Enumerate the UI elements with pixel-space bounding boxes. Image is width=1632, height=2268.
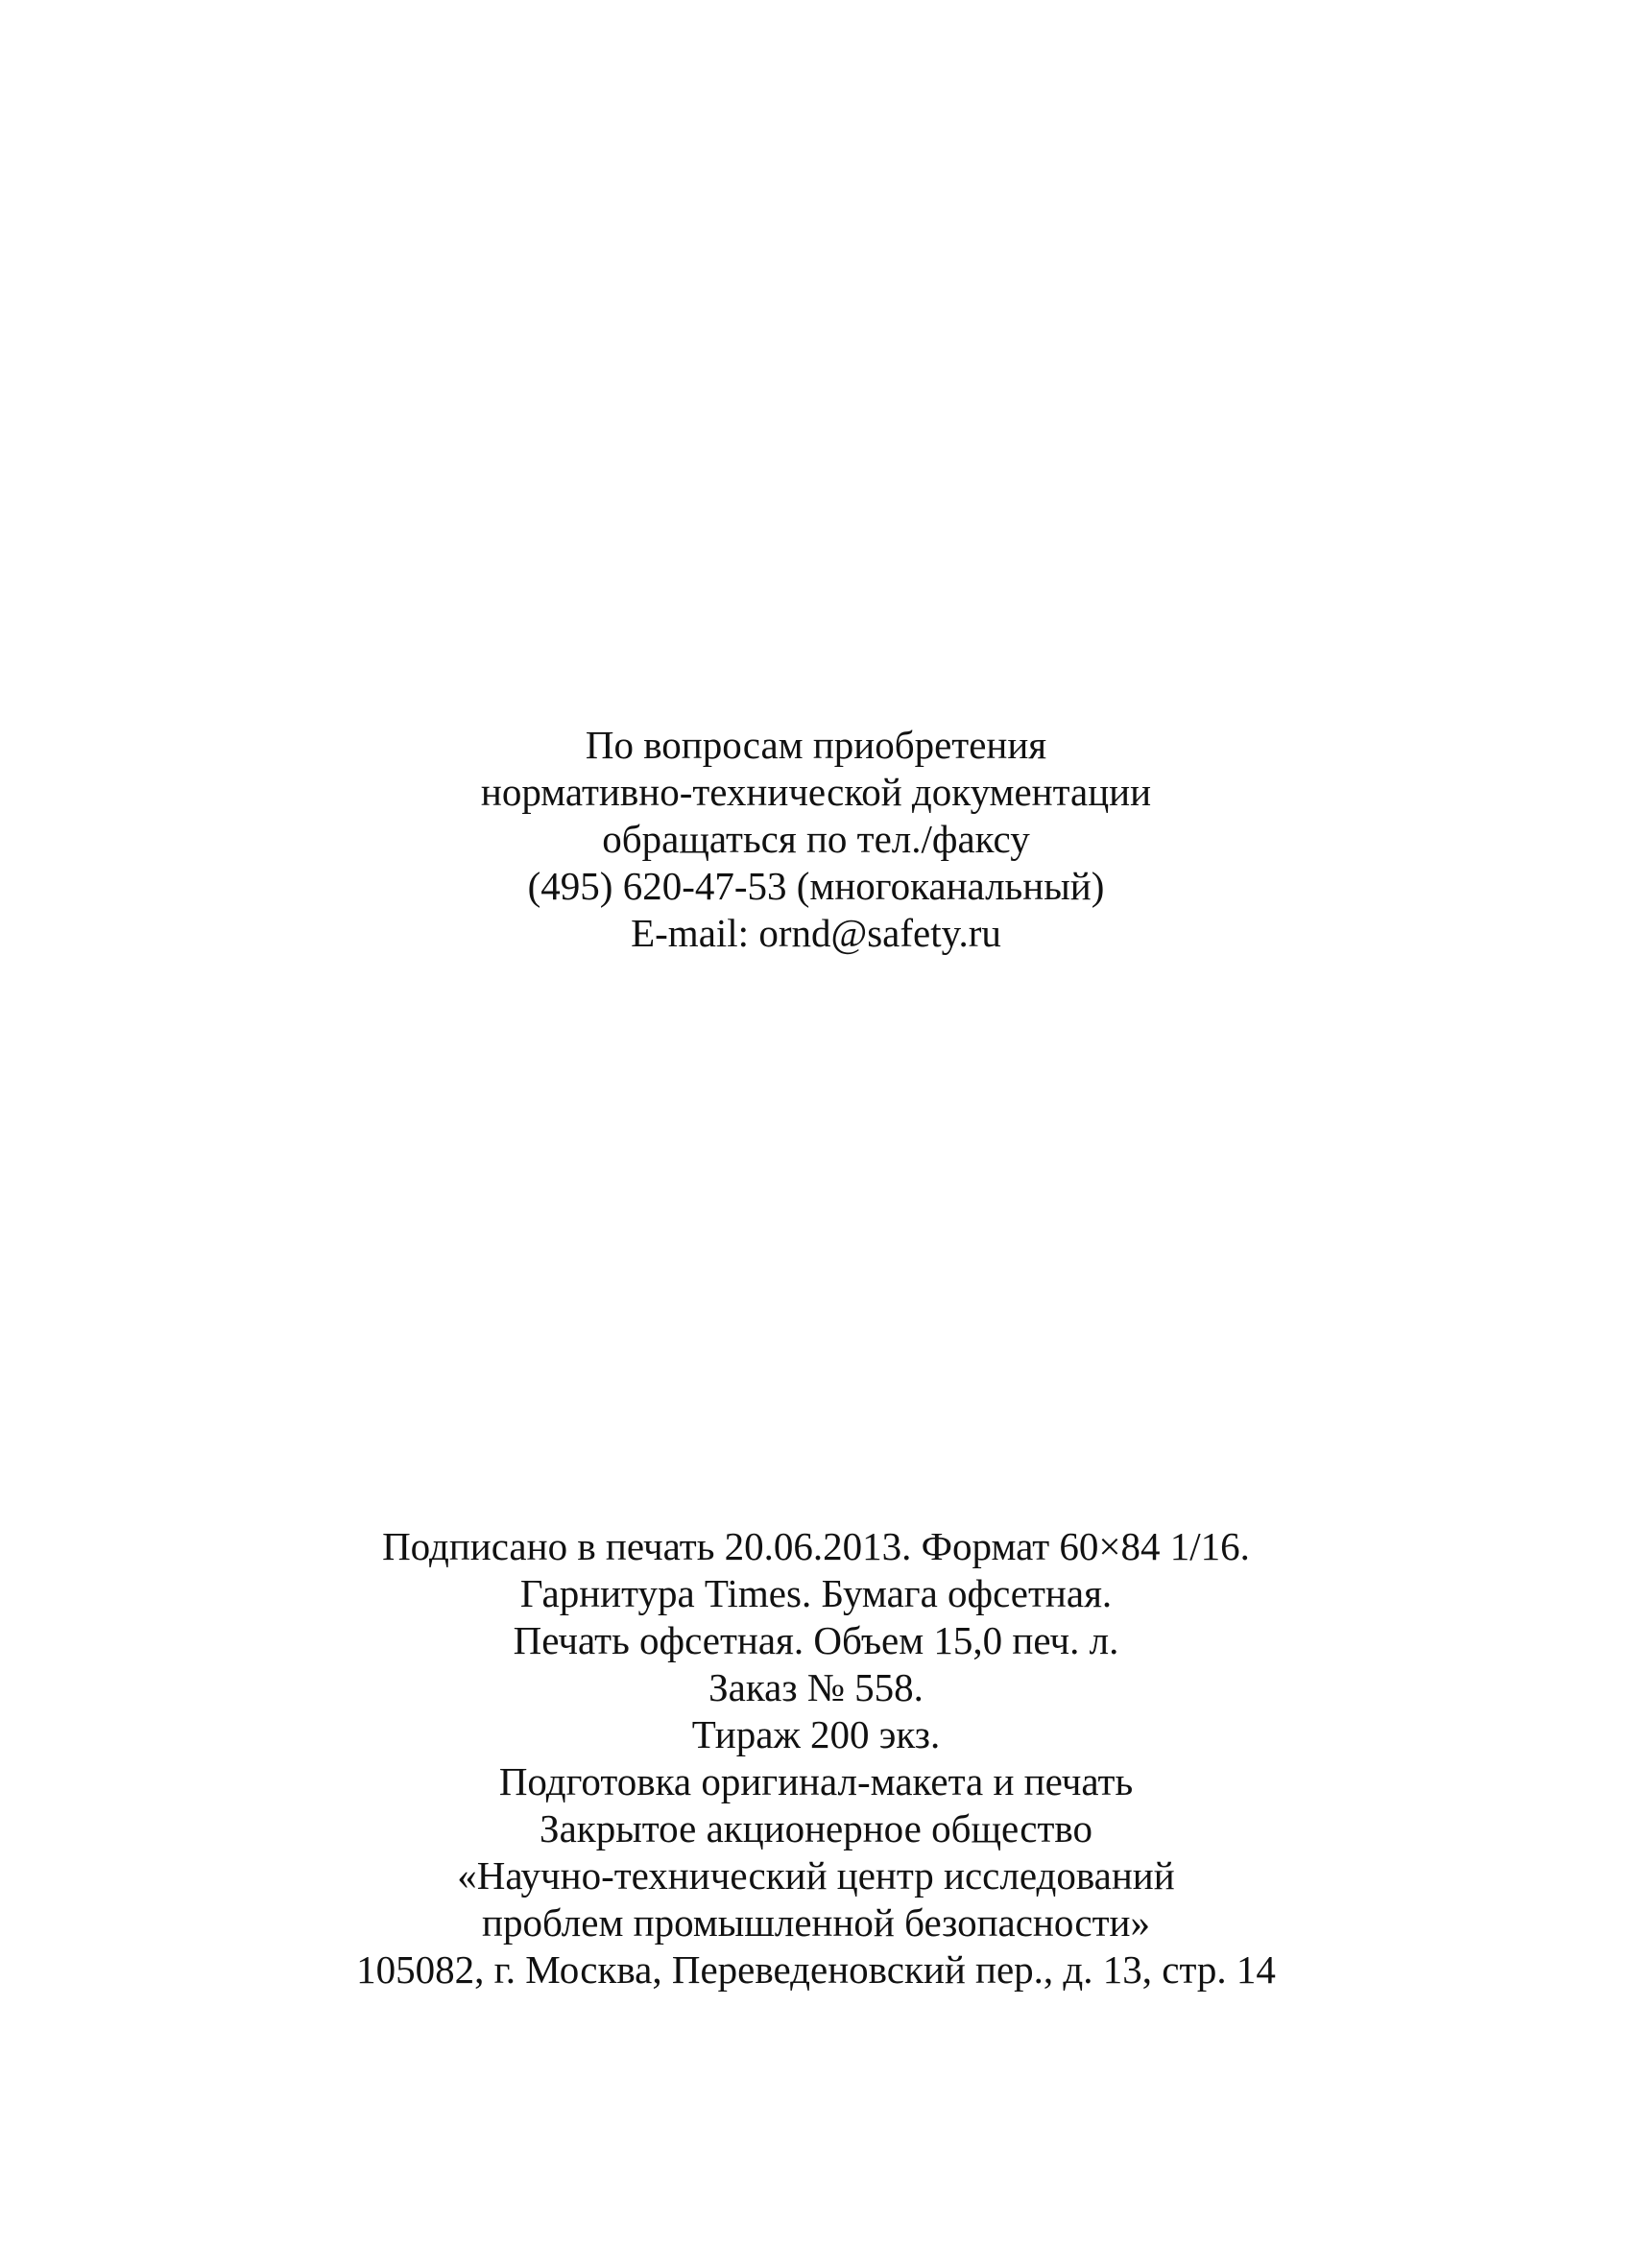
print-method-volume-line: Печать офсетная. Объем 15,0 печ. л. [513,1618,1119,1662]
contact-instruction-line: обращаться по тел./факсу [602,817,1030,861]
printer-service-line: Подготовка оригинал-макета и печать [498,1759,1134,1803]
printer-address-line: 105082, г. Москва, Переведеновский пер., д. 13, стр. 14 [356,1947,1276,1992]
printer-company-type-line: Закрытое акционерное общество [540,1806,1092,1850]
print-details-block [0,1523,1632,1758]
contact-info-block [0,722,1632,957]
printer-company-name-line-2: проблем промышленной безопасности» [482,1900,1150,1945]
print-order-number-line: Заказ № 558. [708,1665,924,1709]
print-run-line: Тираж 200 экз. [691,1712,941,1756]
printer-info-block [0,1758,1632,1993]
contact-email: E-mail: ornd@safety.ru [631,911,1001,955]
contact-heading-line: По вопросам приобретения [585,723,1047,767]
contact-subject-line: нормативно-технической документации [480,770,1152,814]
print-typeface-paper-line: Гарнитура Times. Бумага офсетная. [519,1571,1113,1615]
printer-company-name-line-1: «Научно-технический центр исследований [457,1853,1175,1898]
print-signed-format-line: Подписано в печать 20.06.2013. Формат 60×84 1/16. [382,1524,1250,1568]
contact-phone: (495) 620-47-53 (многоканальный) [527,864,1105,908]
